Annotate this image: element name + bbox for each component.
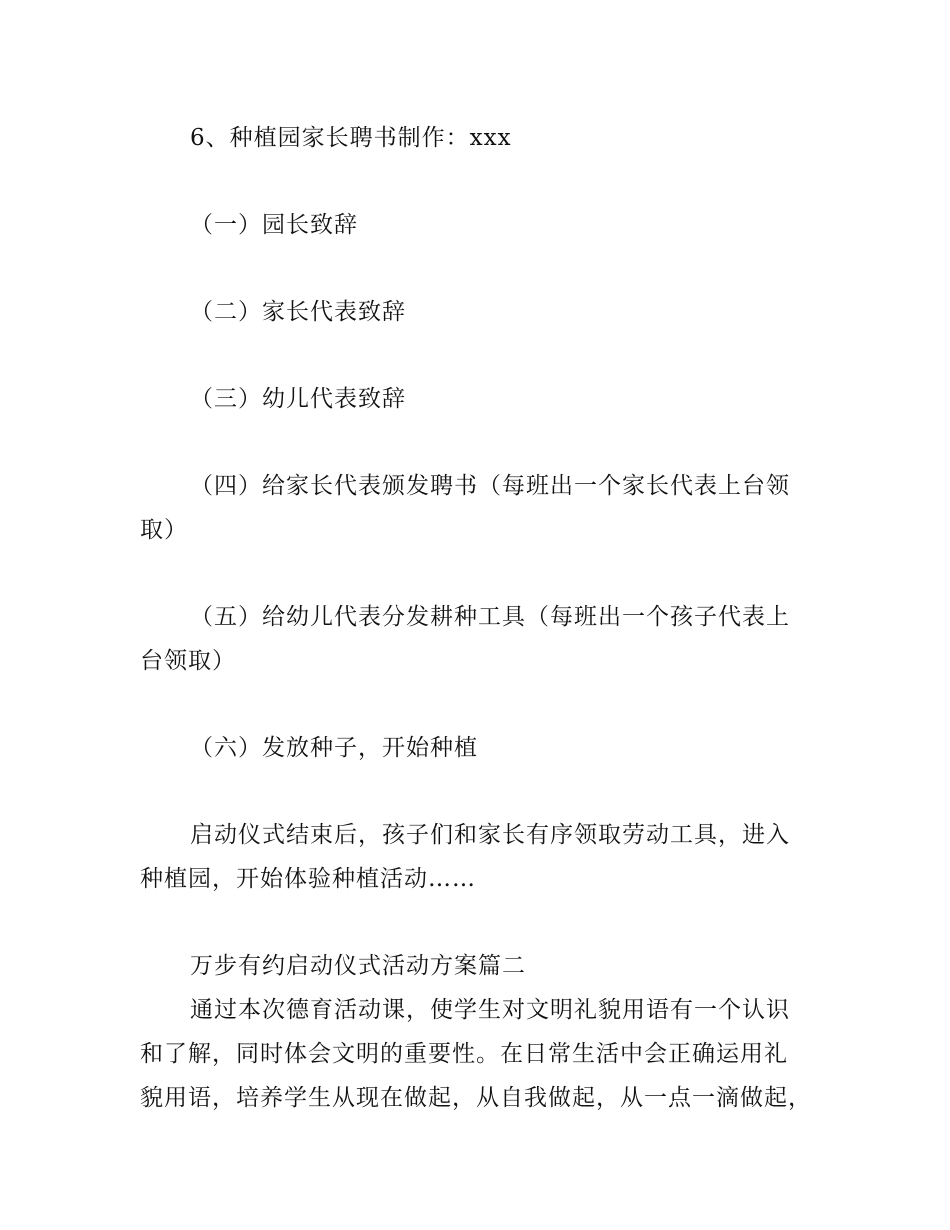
step-6: （六）发放种子，开始种植 — [190, 735, 478, 761]
section-title: 万步有约启动仪式活动方案篇二 — [190, 953, 526, 979]
body-paragraph-line-3: 貌用语，培养学生从现在做起，从自我做起，从一点一滴做起， — [140, 1085, 812, 1111]
step-2: （二）家长代表致辞 — [190, 299, 406, 325]
body-paragraph-line-1: 通过本次德育活动课，使学生对文明礼貌用语有一个认识 — [190, 997, 790, 1023]
closing-paragraph-line-1: 启动仪式结束后，孩子们和家长有序领取劳动工具，进入 — [190, 822, 790, 848]
item-6-heading: 6、种植园家长聘书制作：xxx — [190, 125, 512, 151]
step-5-line-2: 台领取） — [140, 648, 236, 674]
step-1: （一）园长致辞 — [190, 212, 358, 238]
closing-paragraph-line-2: 种植园，开始体验种植活动…… — [140, 866, 476, 892]
step-5-line-1: （五）给幼儿代表分发耕种工具（每班出一个孩子代表上 — [190, 604, 790, 630]
step-4-line-1: （四）给家长代表颁发聘书（每班出一个家长代表上台领 — [190, 473, 790, 499]
body-paragraph-line-2: 和了解，同时体会文明的重要性。在日常生活中会正确运用礼 — [140, 1041, 788, 1067]
step-4-line-2: 取） — [140, 517, 188, 543]
step-3: （三）幼儿代表致辞 — [190, 386, 406, 412]
